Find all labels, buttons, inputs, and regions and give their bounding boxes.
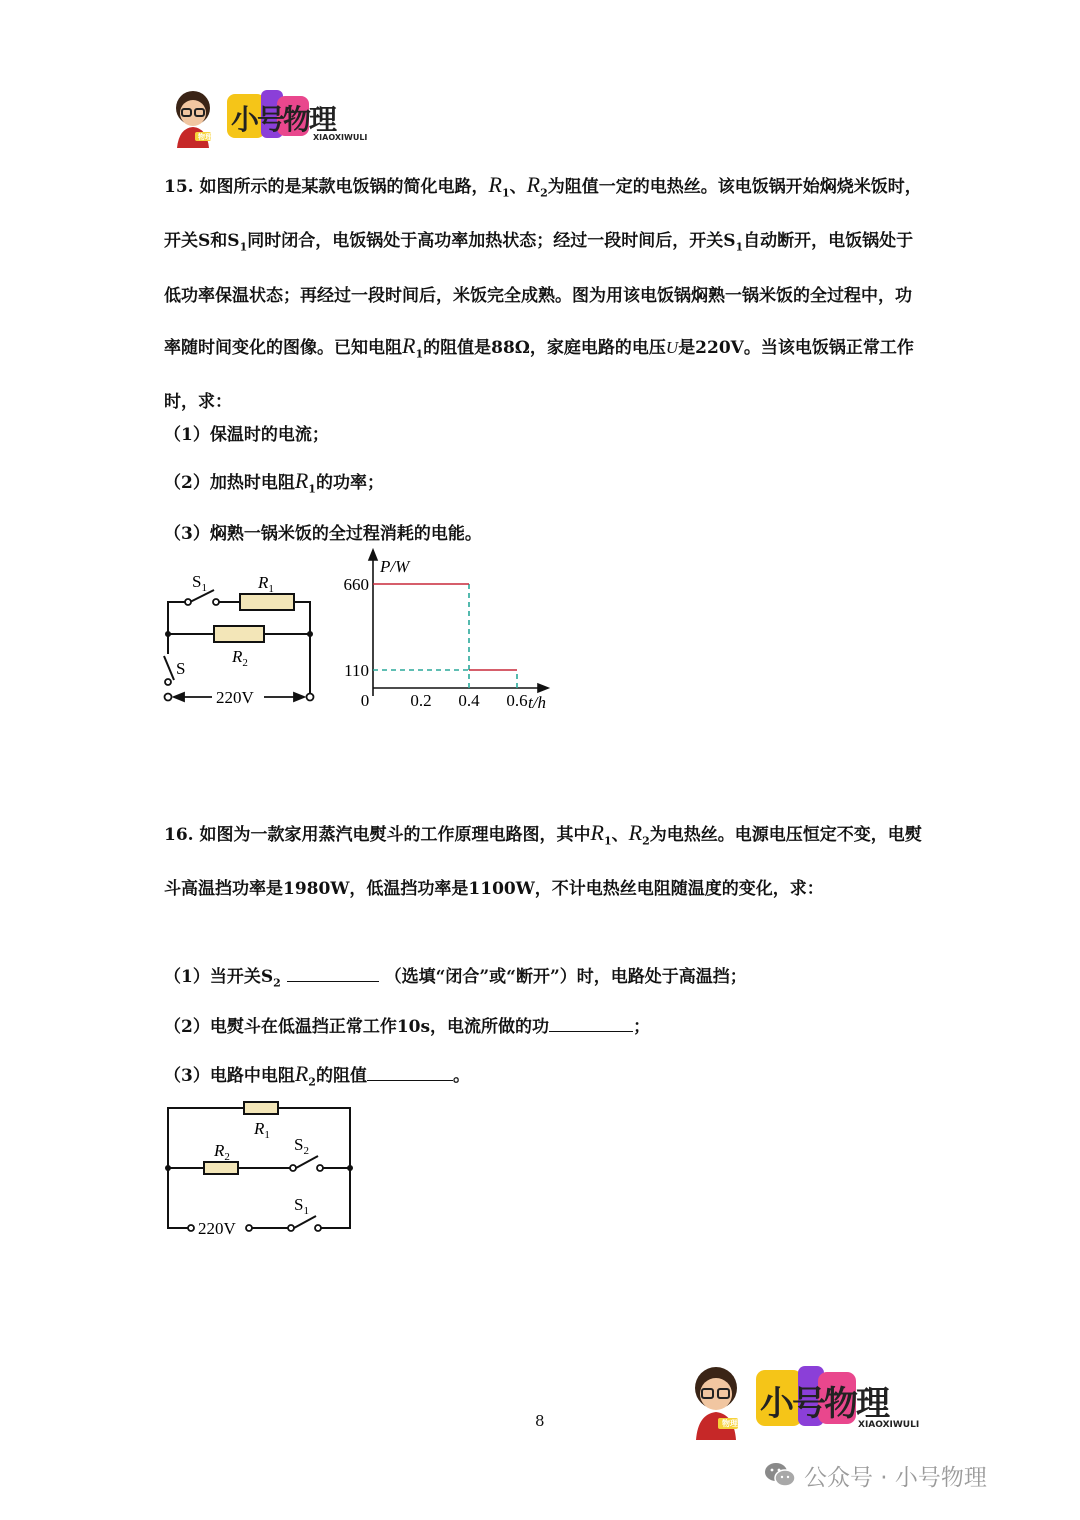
circuit16-resistor-r2 bbox=[204, 1162, 238, 1174]
q15-text-a: 如图所示的是某款电饭锅的简化电路， bbox=[199, 177, 489, 197]
circuit16-node-terminal-right bbox=[246, 1225, 252, 1231]
chart-x-tick-0: 0 bbox=[360, 691, 370, 710]
q16-sub3-blank[interactable] bbox=[367, 1066, 453, 1081]
logo-text: 小号物理 bbox=[231, 103, 336, 136]
q15-number: 15. bbox=[164, 177, 194, 197]
circuit15-node-s1-right bbox=[213, 599, 219, 605]
circuit15-node-s1-left bbox=[185, 599, 191, 605]
q16-r2: R bbox=[628, 820, 643, 845]
logo-badge: 物理 bbox=[198, 133, 212, 141]
circuit-16-diagram bbox=[160, 1100, 360, 1240]
q16-sub2-b: ； bbox=[633, 1017, 651, 1037]
q16-sep: 、 bbox=[611, 825, 629, 845]
power-time-chart bbox=[330, 548, 570, 718]
q15-r1c-sub: 1 bbox=[415, 347, 424, 361]
q16-text-a: 如图为一款家用蒸汽电熨斗的工作原理电路图，其中 bbox=[199, 825, 591, 845]
q16-sub3 bbox=[164, 1061, 470, 1088]
q15-sep: 、 bbox=[509, 177, 527, 197]
wechat-watermark bbox=[764, 1458, 987, 1492]
chart-x-label: t/h bbox=[528, 693, 546, 712]
q15-u: U bbox=[665, 337, 679, 357]
circuit15-label-r1: $R_1$ bbox=[258, 573, 274, 595]
q15-sub2-a: （2）加热时电阻 bbox=[164, 473, 295, 493]
circuit16-node-s2-left bbox=[290, 1165, 296, 1171]
q15-r2-sub: 2 bbox=[540, 186, 548, 200]
circuit15-wire-top-right bbox=[294, 602, 310, 634]
circuit16-junction-right bbox=[347, 1165, 353, 1171]
circuit15-label-s: S bbox=[176, 659, 186, 678]
circuit16-junction-left bbox=[165, 1165, 171, 1171]
q16-sub3-r: R bbox=[294, 1061, 309, 1086]
chart-x-axis-arrow bbox=[538, 684, 548, 692]
q16-text-b: 为电热丝。电源电压恒定不变，电熨斗高温挡功率是1980W，低温挡功率是1100W，不计电热丝电阻随温度的变化，求： bbox=[164, 825, 922, 900]
circuit16-label-s1: $S_1$ bbox=[294, 1195, 309, 1217]
q15-r1-sub: 1 bbox=[501, 186, 510, 200]
circuit16-node-s1-right bbox=[315, 1225, 321, 1231]
q16-sub2 bbox=[164, 1012, 650, 1037]
footer-logo bbox=[682, 1360, 932, 1440]
footer-logo-subtext: XIAOXIWULI bbox=[858, 1420, 920, 1430]
q16-sub1-b: （选填“闭合”或“断开”）时，电路处于高温挡； bbox=[384, 967, 747, 987]
circuit16-resistor-r1 bbox=[244, 1102, 278, 1114]
q16-sub3-c: 。 bbox=[452, 1066, 470, 1086]
circuit16-wire-bottom-right bbox=[320, 1168, 350, 1228]
q16-sub1-a: （1）当开关S bbox=[164, 967, 274, 987]
circuit16-wire-bottom-left bbox=[168, 1168, 188, 1228]
q16-sub2-blank[interactable] bbox=[549, 1017, 633, 1032]
q16-r2-sub: 2 bbox=[642, 834, 650, 848]
circuit15-node-terminal-right bbox=[307, 694, 314, 701]
q16-sub3-b: 的阻值 bbox=[315, 1066, 367, 1086]
circuit16-node-s1-left bbox=[288, 1225, 294, 1231]
q15-r1: R bbox=[488, 172, 502, 197]
q15-s1-sub: 1 bbox=[239, 240, 248, 254]
chart-y-tick-0: 110 bbox=[344, 661, 369, 680]
q15-r1c: R bbox=[402, 332, 416, 358]
header-logo bbox=[165, 86, 370, 148]
q15-text-b: 为阻值一定的电热丝。该电饭锅开始焖烧米饭时，开关S和S bbox=[164, 177, 922, 252]
q15-r2: R bbox=[526, 172, 541, 197]
chart-y-label: P/W bbox=[380, 557, 410, 576]
q16-sub2-a: （2）电熨斗在低温挡正常工作10s，电流所做的功 bbox=[164, 1017, 550, 1037]
q16-sub1-sub: 2 bbox=[273, 976, 281, 990]
logo-subtext: XIAOXIWULI bbox=[313, 133, 368, 142]
q16-sub3-rsub: 2 bbox=[308, 1075, 316, 1089]
q15-s1b-sub: 1 bbox=[735, 240, 744, 254]
q15-text-e: 的阻值是88Ω，家庭电路的电压 bbox=[423, 337, 666, 358]
q15-stem bbox=[164, 160, 924, 427]
wechat-label: 公众号 · 小号物理 bbox=[804, 1464, 987, 1491]
q16-r1: R bbox=[590, 820, 604, 845]
circuit15-node-terminal-left bbox=[165, 694, 172, 701]
circuit16-switch-s1 bbox=[294, 1216, 316, 1228]
q16-sub1 bbox=[164, 962, 747, 989]
wechat-icon bbox=[764, 1461, 796, 1489]
circuit16-node-s2-right bbox=[317, 1165, 323, 1171]
chart-y-axis-arrow bbox=[369, 550, 377, 560]
circuit16-label-s2: $S_2$ bbox=[294, 1135, 309, 1157]
chart-x-tick-3: 0.6 bbox=[506, 691, 528, 710]
q15-sub2-b: 的功率； bbox=[315, 473, 384, 493]
q15-sub3: （3）焖熟一锅米饭的全过程消耗的电能。 bbox=[164, 524, 482, 544]
q15-sub2 bbox=[164, 468, 384, 495]
q16-number: 16. bbox=[164, 825, 194, 845]
q15-sub1: （1）保温时的电流； bbox=[164, 425, 329, 445]
q15-text-c: 同时闭合，电饭锅处于高功率加热状态；经过一段时间后，开关S bbox=[247, 231, 736, 252]
page-number: 8 bbox=[535, 1412, 545, 1430]
q16-sub3-a: （3）电路中电阻 bbox=[164, 1066, 295, 1086]
chart-y-tick-1: 660 bbox=[343, 575, 369, 594]
circuit15-junction-left bbox=[165, 631, 171, 637]
circuit15-label-voltage: 220V bbox=[216, 688, 254, 707]
circuit15-resistor-r1 bbox=[240, 594, 294, 610]
circuit16-label-voltage: 220V bbox=[198, 1219, 236, 1238]
circuit16-wire-top bbox=[168, 1108, 244, 1168]
circuit15-switch-s bbox=[164, 656, 174, 680]
q16-stem bbox=[164, 808, 924, 914]
q16-r1-sub: 1 bbox=[603, 834, 612, 848]
chart-x-tick-1: 0.2 bbox=[410, 691, 432, 710]
circuit16-label-r2: $R_2$ bbox=[214, 1141, 230, 1163]
footer-logo-badge: 物理 bbox=[722, 1419, 738, 1428]
circuit15-wire-mid-right bbox=[264, 634, 310, 694]
circuit15-resistor-r2 bbox=[214, 626, 264, 642]
circuit15-wire-top-left bbox=[168, 602, 186, 634]
circuit16-node-terminal-left bbox=[188, 1225, 194, 1231]
q15-sub2-r: R bbox=[294, 468, 309, 493]
circuit-15-diagram bbox=[160, 562, 330, 712]
q15-text-d: 自动断开，电饭锅处于低功率保温状态；再经过一段时间后，米饭完全成熟。图为用该电饭锅焖熟一锅米饭的全过程中，功率随时间变化的图像。已知电阻 bbox=[164, 231, 914, 358]
circuit16-label-r1: $R_1$ bbox=[254, 1119, 270, 1141]
circuit15-junction-right bbox=[307, 631, 313, 637]
footer-logo-text: 小号物理 bbox=[760, 1384, 888, 1424]
circuit15-node-s-bottom bbox=[165, 679, 171, 685]
q15-text-f: 是220V。当该电饭锅正常工作时，求： bbox=[164, 337, 914, 413]
circuit16-switch-s2 bbox=[296, 1156, 318, 1168]
circuit15-label-r2: $R_2$ bbox=[232, 647, 248, 669]
circuit15-label-s1: $S_1$ bbox=[192, 572, 207, 594]
q15-sub2-rsub: 1 bbox=[308, 482, 316, 496]
q16-sub1-blank[interactable] bbox=[287, 967, 379, 982]
chart-x-tick-2: 0.4 bbox=[458, 691, 480, 710]
